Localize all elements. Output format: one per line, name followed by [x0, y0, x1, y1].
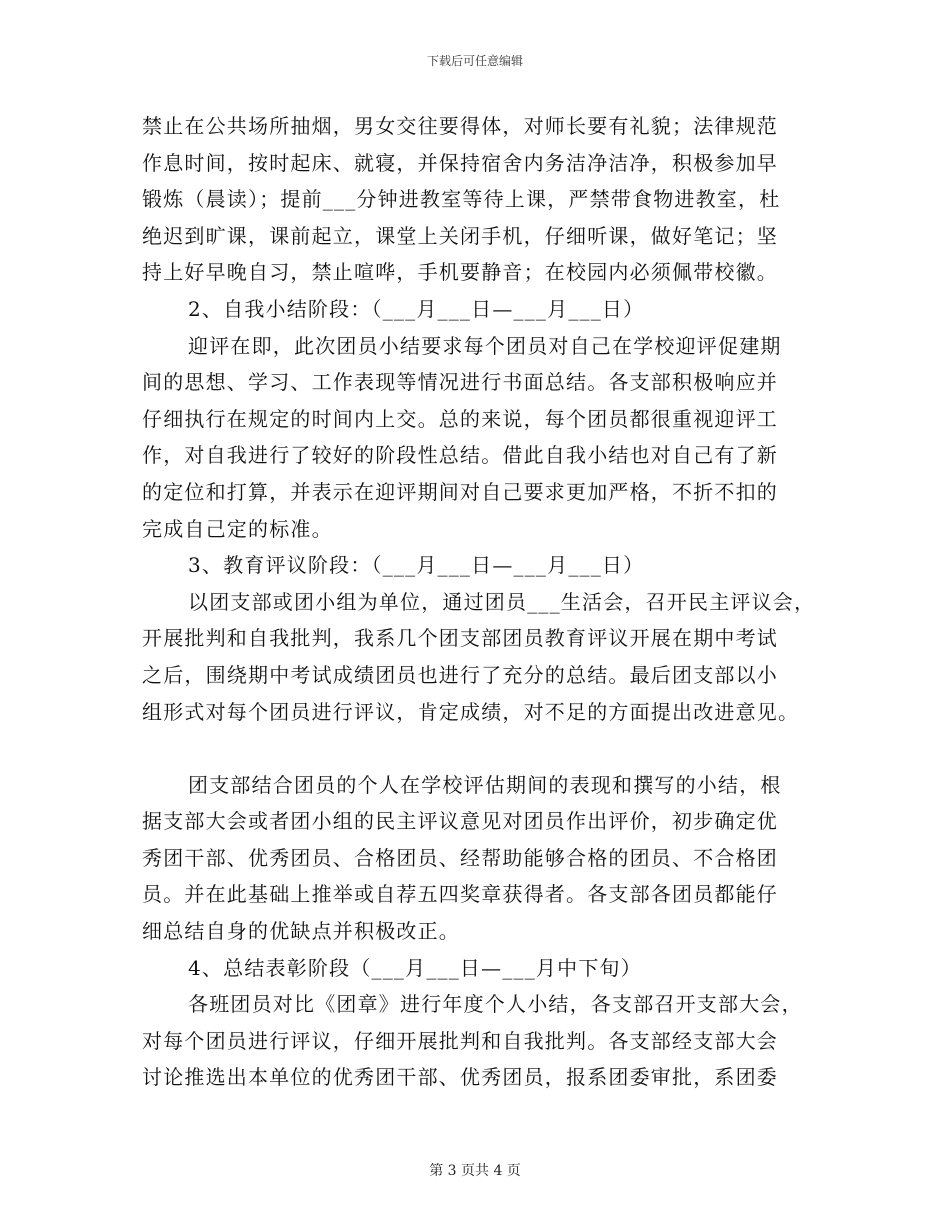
paragraph-start: 各班团员对比《团章》进行年度个人小结，各支部召开支部大会，: [188, 992, 803, 1017]
text-line: 作，对自我进行了较好的阶段性总结。借此自我小结也对自己有了新: [142, 443, 778, 468]
section-heading: 3、教育评议阶段：（___月___日—___月___日）: [188, 553, 645, 578]
text-line: 禁止在公共场所抽烟，男女交往要得体，对师长要有礼貌；法律规范: [142, 114, 778, 138]
text-line: 开展批判和自我批判，我系几个团支部团员教育评议开展在期中考试: [142, 626, 778, 651]
text-line: 对每个团员进行评议，仔细开展批判和自我批判。各支部经支部大会: [142, 1028, 778, 1053]
paragraph-gap: [142, 730, 814, 767]
text-line: 仔细执行在规定的时间内上交。总的来说，每个团员都很重视迎评工: [142, 406, 778, 431]
text-line: 据支部大会或者团小组的民主评议意见对团员作出评价，初步确定优: [142, 809, 778, 834]
document-body: [142, 108, 814, 1096]
text-line: 作息时间，按时起床、就寝，并保持宿舍内务洁净洁净，积极参加早: [142, 150, 778, 175]
text-line: 完成自己定的标准。: [142, 516, 333, 541]
page-header: 下载后可任意编辑: [426, 54, 523, 68]
text-line: 的定位和打算，并表示在迎评期间对自己要求更加严格，不折不扣的: [142, 479, 778, 504]
paragraph-start: 团支部结合团员的个人在学校评估期间的表现和撰写的小结，根: [188, 772, 782, 797]
section-heading: 2、自我小结阶段：（___月___日—___月___日）: [188, 296, 645, 321]
page-footer: 第 3 页共 4 页: [429, 1163, 521, 1179]
text-line: 员。并在此基础上推举或自荐五四奖章获得者。各支部各团员都能仔: [142, 882, 778, 907]
paragraph-start: 迎评在即，此次团员小结要求每个团员对自己在学校迎评促建期: [188, 333, 782, 358]
text-line: 绝迟到旷课，课前起立，课堂上关闭手机，仔细听课，做好笔记；坚: [142, 223, 778, 248]
text-line: 秀团干部、优秀团员、合格团员、经帮助能够合格的团员、不合格团: [142, 845, 778, 870]
paragraph-start: 以团支部或团小组为单位，通过团员___生活会，召开民主评议会，: [188, 589, 816, 614]
text-line: 讨论推选出本单位的优秀团干部、优秀团员，报系团委审批，系团委: [142, 1065, 778, 1090]
text-line: 组形式对每个团员进行评议，肯定成绩，对不足的方面提出改进意见。: [142, 699, 800, 724]
text-line: 持上好早晚自习，禁止喧哗，手机要静音；在校园内必须佩带校徽。: [142, 260, 778, 285]
section-heading: 4、总结表彰阶段（___月___日—___月中下旬）: [188, 955, 642, 980]
text-line: 之后，围绕期中考试成绩团员也进行了充分的总结。最后团支部以小: [142, 662, 778, 687]
text-line: 间的思想、学习、工作表现等情况进行书面总结。各支部积极响应并: [142, 370, 778, 395]
text-line: 细总结自身的优缺点并积极改正。: [142, 919, 460, 944]
text-line: 锻炼（晨读）；提前___分钟进教室等待上课，严禁带食物进教室，杜: [142, 187, 781, 212]
